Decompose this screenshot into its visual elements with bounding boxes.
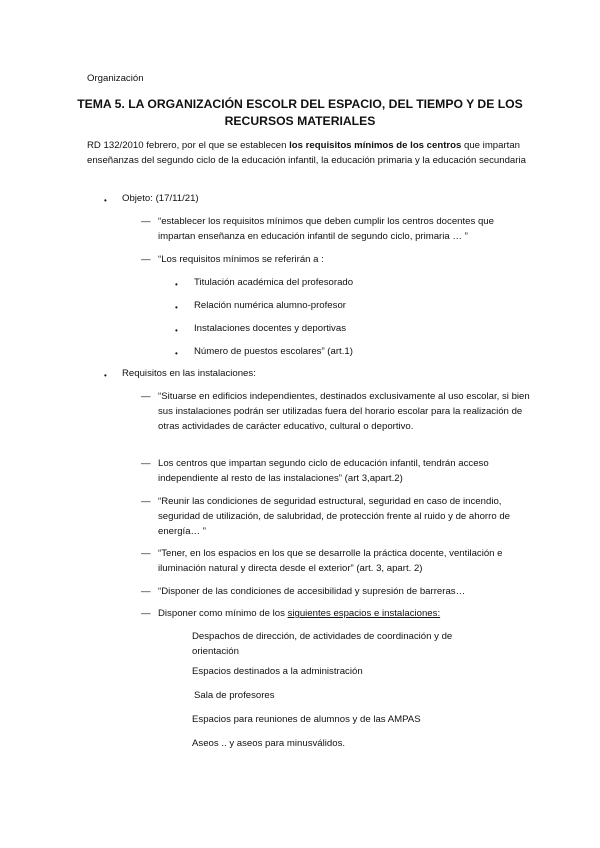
dash-icon: — — [141, 496, 151, 507]
bullet-icon: • — [104, 196, 107, 205]
objeto-quote-1: “establecer los requisitos mínimos que deben cumplir los centros docentes que impartan enseñanza en educación infantil de segundo ciclo, primaria … ” — [158, 216, 494, 242]
requisitos-label: Requisitos en las instalaciones: — [122, 368, 256, 379]
bullet-icon: • — [104, 371, 107, 380]
espacio-item: Aseos .. y aseos para minusválidos. — [192, 738, 346, 749]
instalacion-requirement: “Tener, en los espacios en los que se desarrolle la práctica docente, ventilación e iluminación natural y directa desde el exterior” (art. 3, apart. 2) — [158, 548, 503, 574]
espacio-item: Sala de profesores — [194, 690, 275, 701]
dash-icon: — — [141, 254, 151, 265]
page-header: Organización — [87, 73, 144, 84]
bullet-icon: • — [175, 280, 178, 289]
dash-icon: — — [141, 458, 151, 469]
espacios-prefix: Disponer como mínimo de los — [158, 608, 288, 619]
title-line-2: RECURSOS MATERIALES — [224, 114, 376, 128]
instalacion-requirement: “Reunir las condiciones de seguridad estructural, seguridad en caso de incendio, seguridad de utilización, de salubridad, de protección frente al ruido y de ahorro de energía… ” — [158, 496, 510, 537]
objeto-label: Objeto: (17/11/21) — [122, 193, 199, 204]
dash-icon: — — [141, 548, 151, 559]
bullet-icon: • — [175, 303, 178, 312]
requisito-item: Número de puestos escolares” (art.1) — [194, 346, 353, 357]
title-line-1: TEMA 5. LA ORGANIZACIÓN ESCOLR DEL ESPACIO, DEL TIEMPO Y DE LOS — [77, 97, 523, 111]
intro-bold: los requisitos mínimos de los centros — [289, 140, 462, 151]
requisito-item: Relación numérica alumno-profesor — [194, 300, 346, 311]
espacio-item: Espacios destinados a la administración — [192, 666, 363, 677]
requisito-item: Titulación académica del profesorado — [194, 277, 354, 288]
dash-icon: — — [141, 608, 151, 619]
dash-icon: — — [141, 391, 151, 402]
dash-icon: — — [141, 586, 151, 597]
bullet-icon: • — [175, 326, 178, 335]
instalacion-requirement — [158, 606, 440, 621]
instalacion-requirement: “Situarse en edificios independientes, destinados exclusivamente al uso escolar, si bien sus instalaciones podrán ser utilizadas fuera del horario escolar para la realización de otras actividades de carácter educativo, cultural o deportivo. — [158, 391, 530, 432]
dash-icon: — — [141, 216, 151, 227]
instalacion-requirement: “Disponer de las condiciones de accesibilidad y supresión de barreras… — [158, 586, 466, 597]
objeto-quote-2: “Los requisitos mínimos se referirán a : — [158, 254, 324, 265]
espacio-item: Espacios para reuniones de alumnos y de las AMPAS — [192, 714, 421, 725]
espacios-underlined: siguientes espacios e instalaciones: — [287, 608, 441, 619]
document-title — [60, 96, 540, 130]
intro-paragraph — [87, 138, 527, 168]
requisito-item: Instalaciones docentes y deportivas — [194, 323, 346, 334]
intro-rest: que impartan enseñanzas del segundo ciclo de la educación infantil, la educación primaria y la educación secundaria — [87, 140, 526, 166]
instalacion-requirement: Los centros que impartan segundo ciclo de educación infantil, tendrán acceso independiente al resto de las instalaciones” (art 3,apart.2) — [158, 458, 489, 484]
espacio-item: Despachos de dirección, de actividades de coordinación y de orientación — [192, 631, 453, 657]
intro-prefix: RD 132/2010 febrero, por el que se establecen — [87, 140, 290, 151]
bullet-icon: • — [175, 349, 178, 358]
